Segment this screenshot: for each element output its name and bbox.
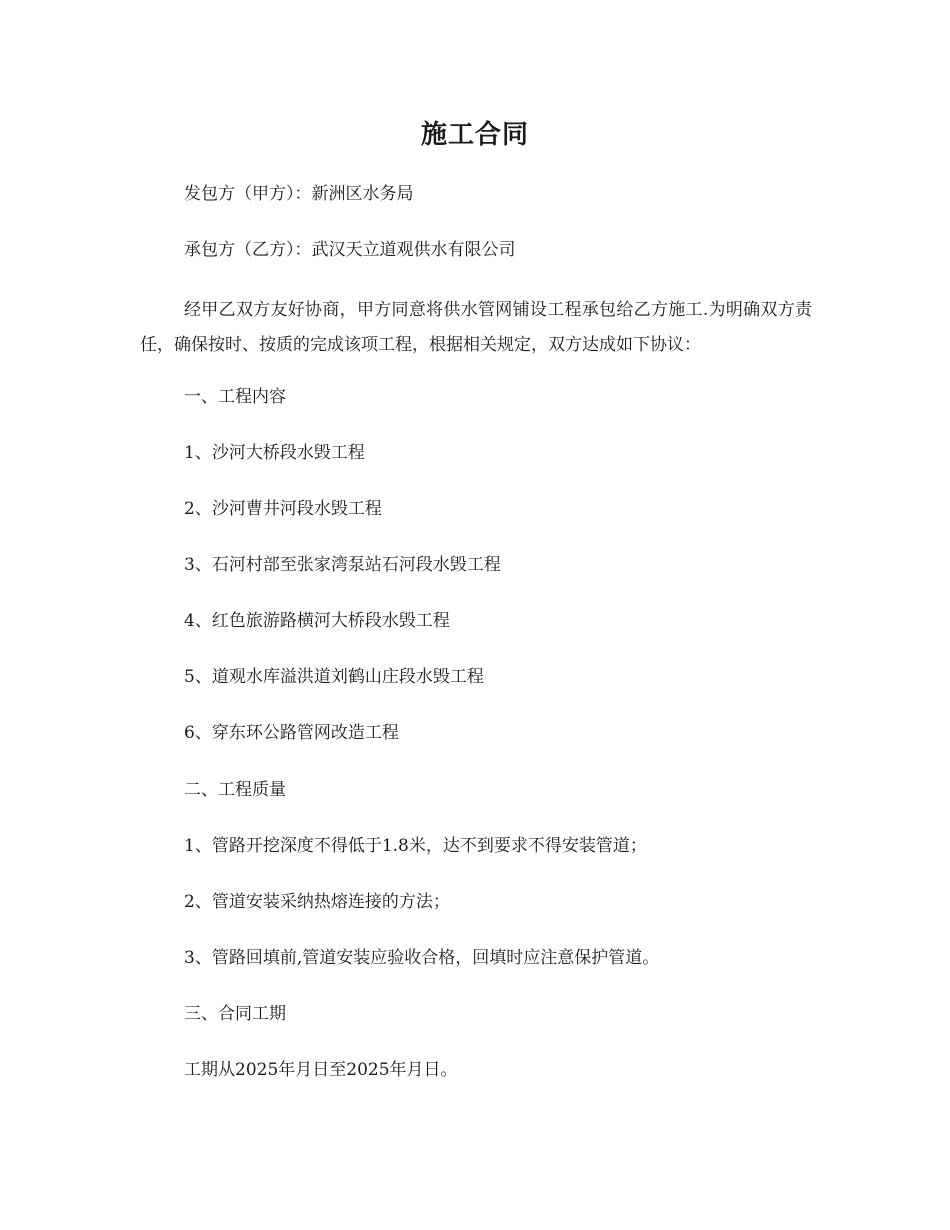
list-item: 3、管路回填前,管道安装应验收合格，回填时应注意保护管道。	[184, 948, 660, 968]
list-item: 6、穿东环公路管网改造工程	[184, 723, 399, 743]
list-item: 1、沙河大桥段水毁工程	[184, 443, 365, 463]
section-heading-quality: 二、工程质量	[184, 780, 286, 800]
list-item: 3、石河村部至张家湾泵站石河段水毁工程	[184, 555, 501, 575]
section-heading-content: 一、工程内容	[184, 387, 286, 407]
document-title: 施工合同	[420, 120, 529, 150]
party-a-line: 发包方（甲方）：新洲区水务局	[184, 184, 414, 204]
period-text: 工期从2025年月日至2025年月日。	[184, 1060, 458, 1080]
intro-paragraph: 经甲乙双方友好协商，甲方同意将供水管网铺设工程承包给乙方施工.为明确双方责任，确保按时、按质的完成该项工程，根据相关规定，双方达成如下协议：	[140, 300, 812, 355]
list-item: 1、管路开挖深度不得低于1.8米，达不到要求不得安装管道；	[184, 836, 647, 856]
list-item: 4、红色旅游路横河大桥段水毁工程	[184, 611, 450, 631]
list-item: 2、沙河曹井河段水毁工程	[184, 499, 382, 519]
section-heading-period: 三、合同工期	[184, 1004, 286, 1024]
party-b-line: 承包方（乙方）：武汉天立道观供水有限公司	[184, 240, 516, 260]
list-item: 2、管道安装采纳热熔连接的方法；	[184, 892, 450, 912]
list-item: 5、道观水库溢洪道刘鹤山庄段水毁工程	[184, 667, 484, 687]
